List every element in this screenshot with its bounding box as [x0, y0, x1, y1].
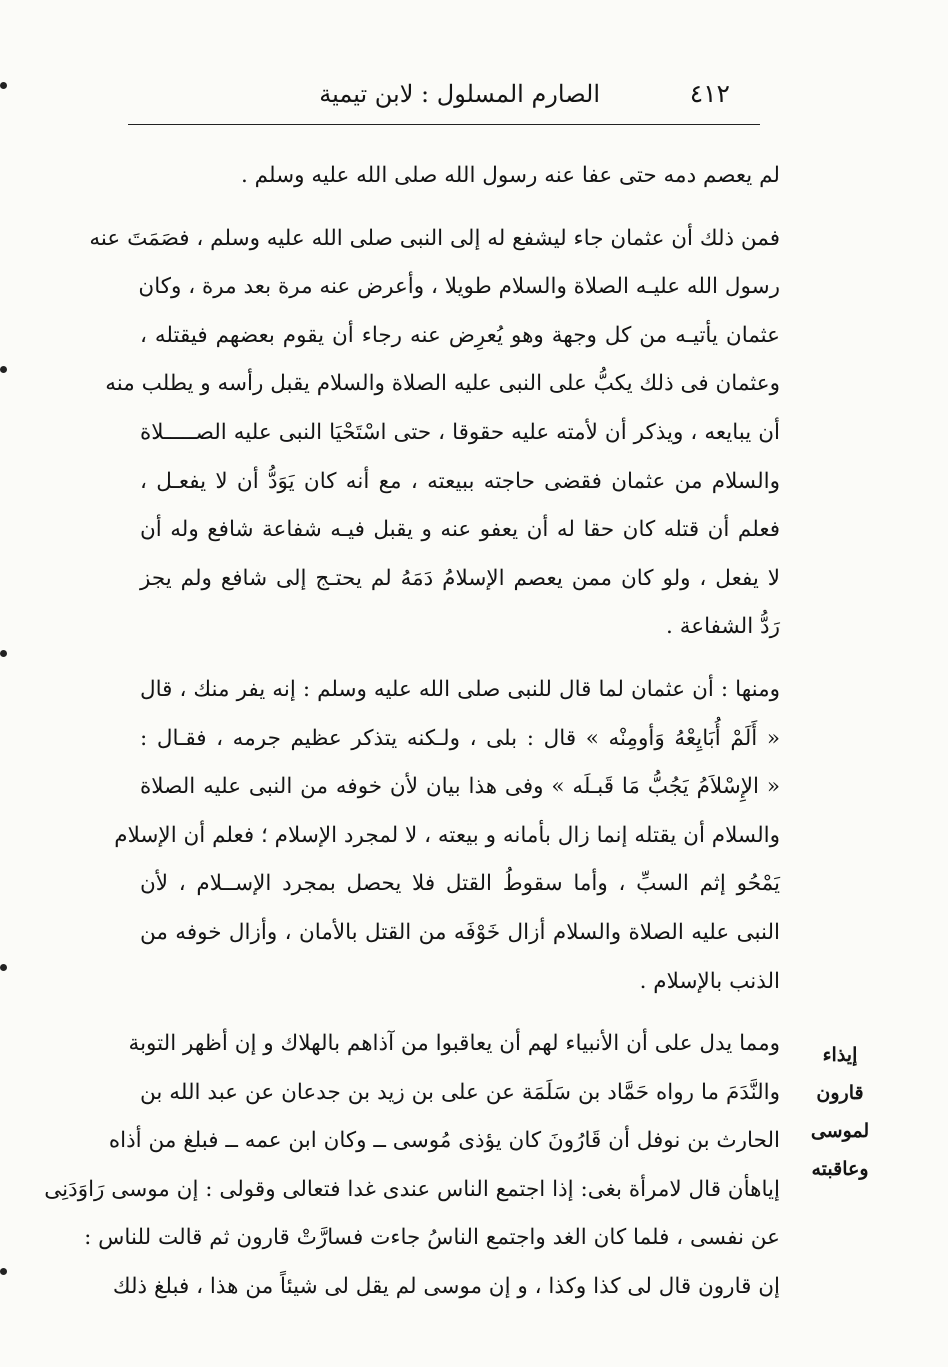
page-number: ٤١٢	[689, 79, 730, 108]
text-line: والنَّدَمَ ما رواه حَمَّاد بن سَلَمَة عن على بن زيد بن جدعان عن عبد الله بن	[140, 1079, 780, 1105]
text-line: إن قارون قال لى كذا وكذا ، و إن موسى لم يقل لى شيئاً من هذا ، فبلغ ذلك	[112, 1274, 780, 1300]
scan-edge-mark	[0, 650, 7, 657]
main-text	[44, 152, 780, 1312]
text-line: « أَلَمْ أُبَايِعْهُ وَأومِنْه » قال : بلى ، ولـكنه يتذكر عظيم جرمه ، فقـال :	[140, 725, 780, 751]
text-line: الحارث بن نوفل أن قَارُونَ كان يؤذى مُوسى ــ وكان ابن عمه ــ فبلغ من أذاه	[108, 1128, 780, 1154]
paragraph-gap	[140, 1006, 780, 1020]
margin-note	[796, 1036, 884, 1188]
text-line: فمن ذلك أن عثمان جاء ليشفع له إلى النبى صلى الله عليه وسلم ، فصَمَتَ عنه	[89, 225, 780, 251]
text-line: وعثمان فى ذلك يكبُّ على النبى عليه الصلاة والسلام يقبل رأسه و يطلب منه	[105, 371, 780, 397]
text-line: النبى عليه الصلاة والسلام أزال خَوْفَه من القتل بالأمان ، وأزال خوفه من	[140, 919, 780, 945]
text-line: رسول الله عليـه الصلاة والسلام طويلا ، وأعرض عنه مرة بعد مرة ، وكان	[138, 274, 780, 300]
margin-note-line: وعاقبته	[811, 1158, 869, 1180]
scan-edge-mark	[0, 366, 7, 373]
text-line: رَدُّ الشفاعة .	[666, 614, 780, 640]
running-title: الصارم المسلول : لابن تيمية	[319, 80, 600, 108]
text-line: لم يعصم دمه حتى عفا عنه رسول الله صلى الله عليه وسلم .	[241, 163, 780, 188]
text-line: أن يبايعه ، ويذكر أن لأمته عليه حقوقا ، حتى اسْتَحْيَا النبى عليه الصـــــلاة	[140, 419, 780, 445]
page-header	[320, 76, 740, 116]
scan-edge-mark	[0, 964, 7, 971]
header-rule	[128, 124, 760, 125]
margin-note-line: قارون لموسى	[810, 1082, 870, 1142]
text-line: « الإِسْلاَمُ يَجُبُّ مَا قَبـلَه » وفى هذا بيان لأن خوفه من النبى عليه الصلاة	[140, 774, 780, 800]
text-line: ومما يدل على أن الأنبياء لهم أن يعاقبوا من آذاهم بالهلاك و إن أظهر التوبة	[128, 1031, 780, 1057]
text-line: إياهأن قال لامرأة بغى: إذا اجتمع الناس عندى غدا فتعالى وقولى : إن موسى رَاوَدَنِى	[44, 1176, 780, 1202]
text-line: والسلام من عثمان فقضى حاجته ببيعته ، مع أنه كان يَوَدُّ أن لا يفعـل ،	[140, 468, 780, 494]
margin-note-line: إيذاء	[822, 1044, 858, 1066]
text-line: ومنها : أن عثمان لما قال للنبى صلى الله عليه وسلم : إنه يفر منك ، قال	[140, 676, 780, 702]
paragraph-gap	[140, 652, 780, 666]
paragraph-gap	[140, 201, 780, 215]
text-line: والسلام أن يقتله إنما زال بأمانه و بيعته ، لا لمجرد الإسلام ؛ فعلم أن الإسلام	[114, 822, 780, 848]
text-line: يَمْحُو إثم السبِّ ، وأما سقوطُ القتل فلا يحصل بمجرد الإســلام ، لأن	[140, 871, 780, 897]
text-line: عن نفسى ، فلما كان الغد واجتمع الناسُ جاءت فسارَّتْ قارون ثم قالت للناس :	[84, 1225, 780, 1251]
text-line: عثمان يأتيـه من كل وجهة وهو يُعرِض عنه رجاء أن يقوم بعضهم فيقتله ،	[140, 322, 780, 348]
text-line: الذنب بالإسلام .	[639, 968, 780, 994]
scan-edge-mark	[0, 82, 7, 89]
scan-edge-mark	[0, 1268, 7, 1275]
text-line: فعلم أن قتله كان حقا له أن يعفو عنه و يقبل فيـه شفاعة شافع وله أن	[140, 517, 780, 543]
text-line: لا يفعل ، ولو كان ممن يعصم الإسلامُ دَمَهُ لم يحتـج إلى شافع ولم يجز	[140, 565, 780, 591]
